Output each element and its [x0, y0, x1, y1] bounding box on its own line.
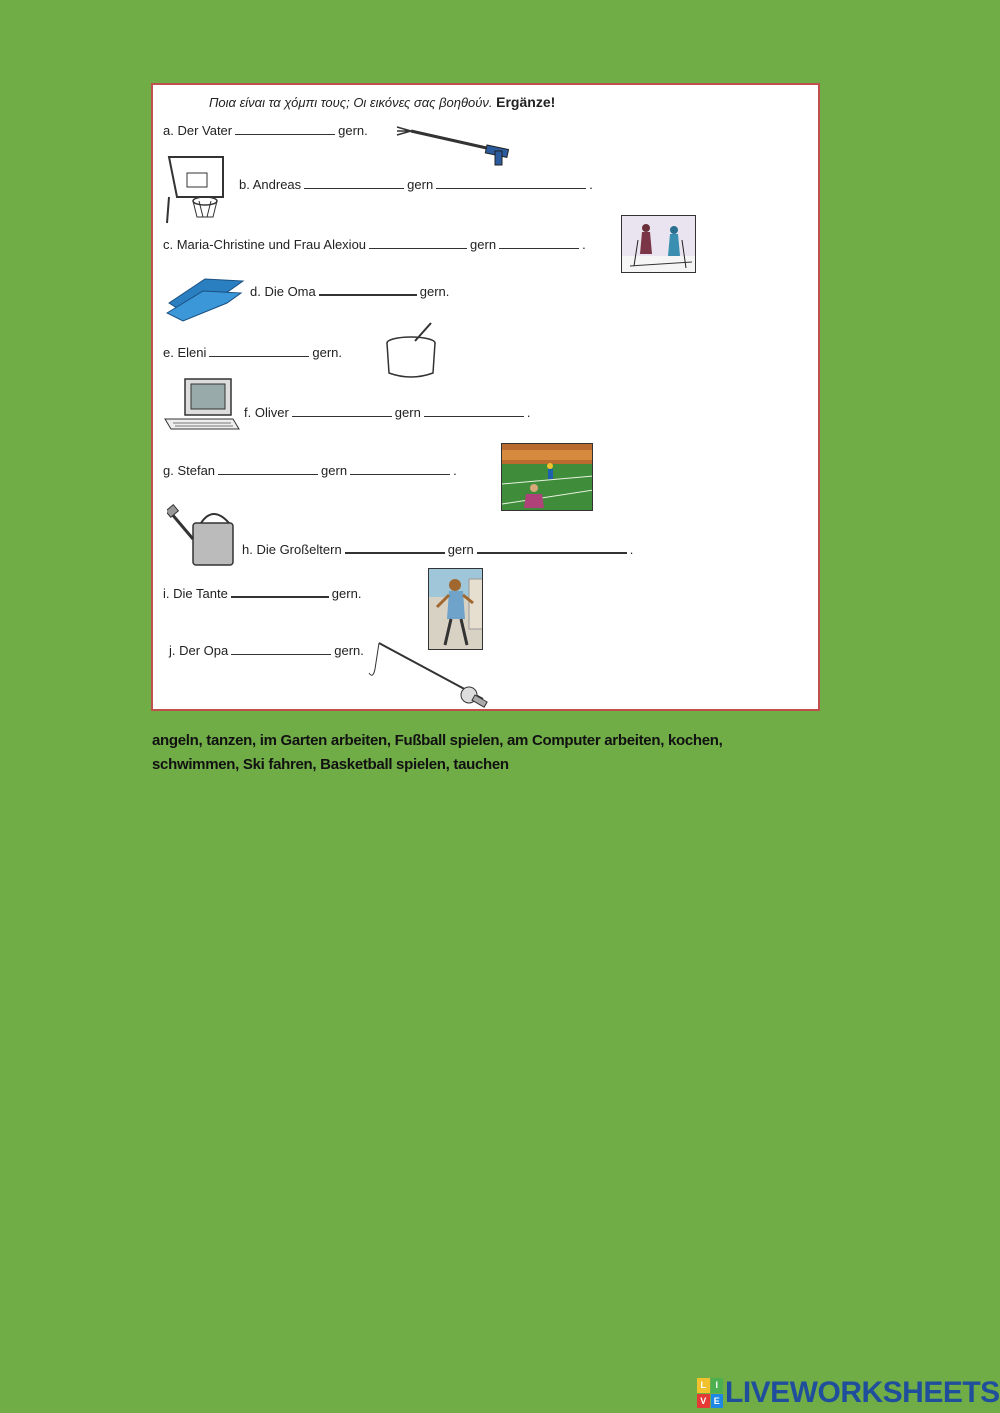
row-e-subject: e. Eleni: [163, 345, 207, 360]
skiers-icon: [622, 216, 696, 273]
row-f-blank-2[interactable]: [424, 404, 524, 417]
watering-can-icon: [167, 503, 241, 569]
row-g-blank-2[interactable]: [350, 462, 450, 475]
row-a-gern: gern.: [338, 123, 368, 138]
row-h-blank-2[interactable]: [477, 540, 627, 554]
row-f-end: .: [526, 405, 531, 420]
word-bank-line-1: angeln, tanzen, im Garten arbeiten, Fußball spielen, am Computer arbeiten, kochen,: [152, 732, 723, 749]
exercise-row-i: [163, 584, 361, 601]
word-bank: [152, 729, 832, 777]
exercise-row-f: [244, 404, 530, 420]
row-f-gern: gern: [394, 405, 421, 420]
row-d-blank-1[interactable]: [319, 282, 417, 296]
row-i-blank-1[interactable]: [231, 584, 329, 598]
task-title: [209, 94, 555, 110]
logo-text: LIVEWORKSHEETS: [725, 1376, 1000, 1409]
cooking-pot-icon: [381, 321, 445, 381]
row-f-subject: f. Oliver: [244, 405, 289, 420]
row-j-blank-1[interactable]: [231, 642, 331, 655]
row-b-blank-2[interactable]: [436, 176, 586, 189]
row-j-subject: j. Der Opa: [169, 643, 229, 658]
row-c-blank-2[interactable]: [499, 236, 579, 249]
row-d-subject: d. Die Oma: [250, 284, 316, 299]
word-bank-line-2: schwimmen, Ski fahren, Basketball spielen, tauchen: [152, 756, 509, 773]
row-c-end: .: [582, 237, 586, 252]
exercise-row-a: [163, 122, 368, 138]
row-a-subject: a. Der Vater: [163, 123, 233, 138]
row-h-subject: h. Die Großeltern: [242, 542, 342, 557]
row-j-gern: gern.: [334, 643, 364, 658]
row-c-gern: gern: [470, 237, 497, 252]
logo-mark-icon: [697, 1378, 723, 1408]
skiers-photo: [621, 215, 696, 273]
exercise-row-g: [163, 462, 457, 478]
row-h-blank-1[interactable]: [345, 540, 445, 554]
logo-letter-e: E: [711, 1394, 724, 1409]
row-g-end: .: [453, 463, 457, 478]
row-h-gern: gern: [447, 542, 474, 557]
swim-fins-icon: [165, 273, 247, 323]
row-b-end: .: [589, 177, 593, 192]
row-e-gern: gern.: [312, 345, 343, 360]
harpoon-gun-icon: [391, 121, 513, 167]
logo-letter-v: V: [697, 1394, 710, 1409]
row-i-gern: gern.: [331, 586, 362, 601]
exercise-row-c: [163, 236, 586, 252]
liveworksheets-logo[interactable]: [697, 1376, 1000, 1410]
row-g-gern: gern: [321, 463, 348, 478]
basketball-hoop-icon: [163, 153, 235, 225]
exercise-row-h: [242, 540, 633, 557]
row-h-end: .: [629, 542, 634, 557]
logo-letter-l: L: [697, 1378, 710, 1393]
computer-icon: [163, 375, 243, 433]
football-field-photo: [501, 443, 593, 511]
task-title-greek: Ποια είναι τα χόμπι τους; Οι εικόνες σας βοηθούν.: [209, 95, 493, 110]
exercise-row-b: [239, 176, 593, 192]
dancer-icon: [429, 569, 483, 650]
row-c-subject: c. Maria-Christine und Frau Alexiou: [163, 237, 367, 252]
logo-letter-i: I: [711, 1378, 724, 1393]
row-e-blank-1[interactable]: [209, 344, 309, 357]
task-title-bold: Ergänze!: [496, 94, 556, 110]
row-g-blank-1[interactable]: [218, 462, 318, 475]
football-field-icon: [502, 444, 593, 511]
row-c-blank-1[interactable]: [369, 236, 467, 249]
exercise-row-j: [169, 642, 364, 658]
row-g-subject: g. Stefan: [163, 463, 216, 478]
row-i-subject: i. Die Tante: [163, 586, 228, 601]
exercise-row-e: [163, 344, 342, 360]
dancer-photo: [428, 568, 483, 650]
row-b-gern: gern: [407, 177, 434, 192]
row-b-subject: b. Andreas: [239, 177, 302, 192]
row-d-gern: gern.: [419, 284, 450, 299]
exercise-row-d: [250, 282, 449, 299]
row-f-blank-1[interactable]: [292, 404, 392, 417]
exercise-sheet: [151, 83, 820, 711]
row-a-blank-1[interactable]: [235, 122, 335, 135]
fishing-rod-icon: [365, 639, 491, 711]
row-b-blank-1[interactable]: [304, 176, 404, 189]
